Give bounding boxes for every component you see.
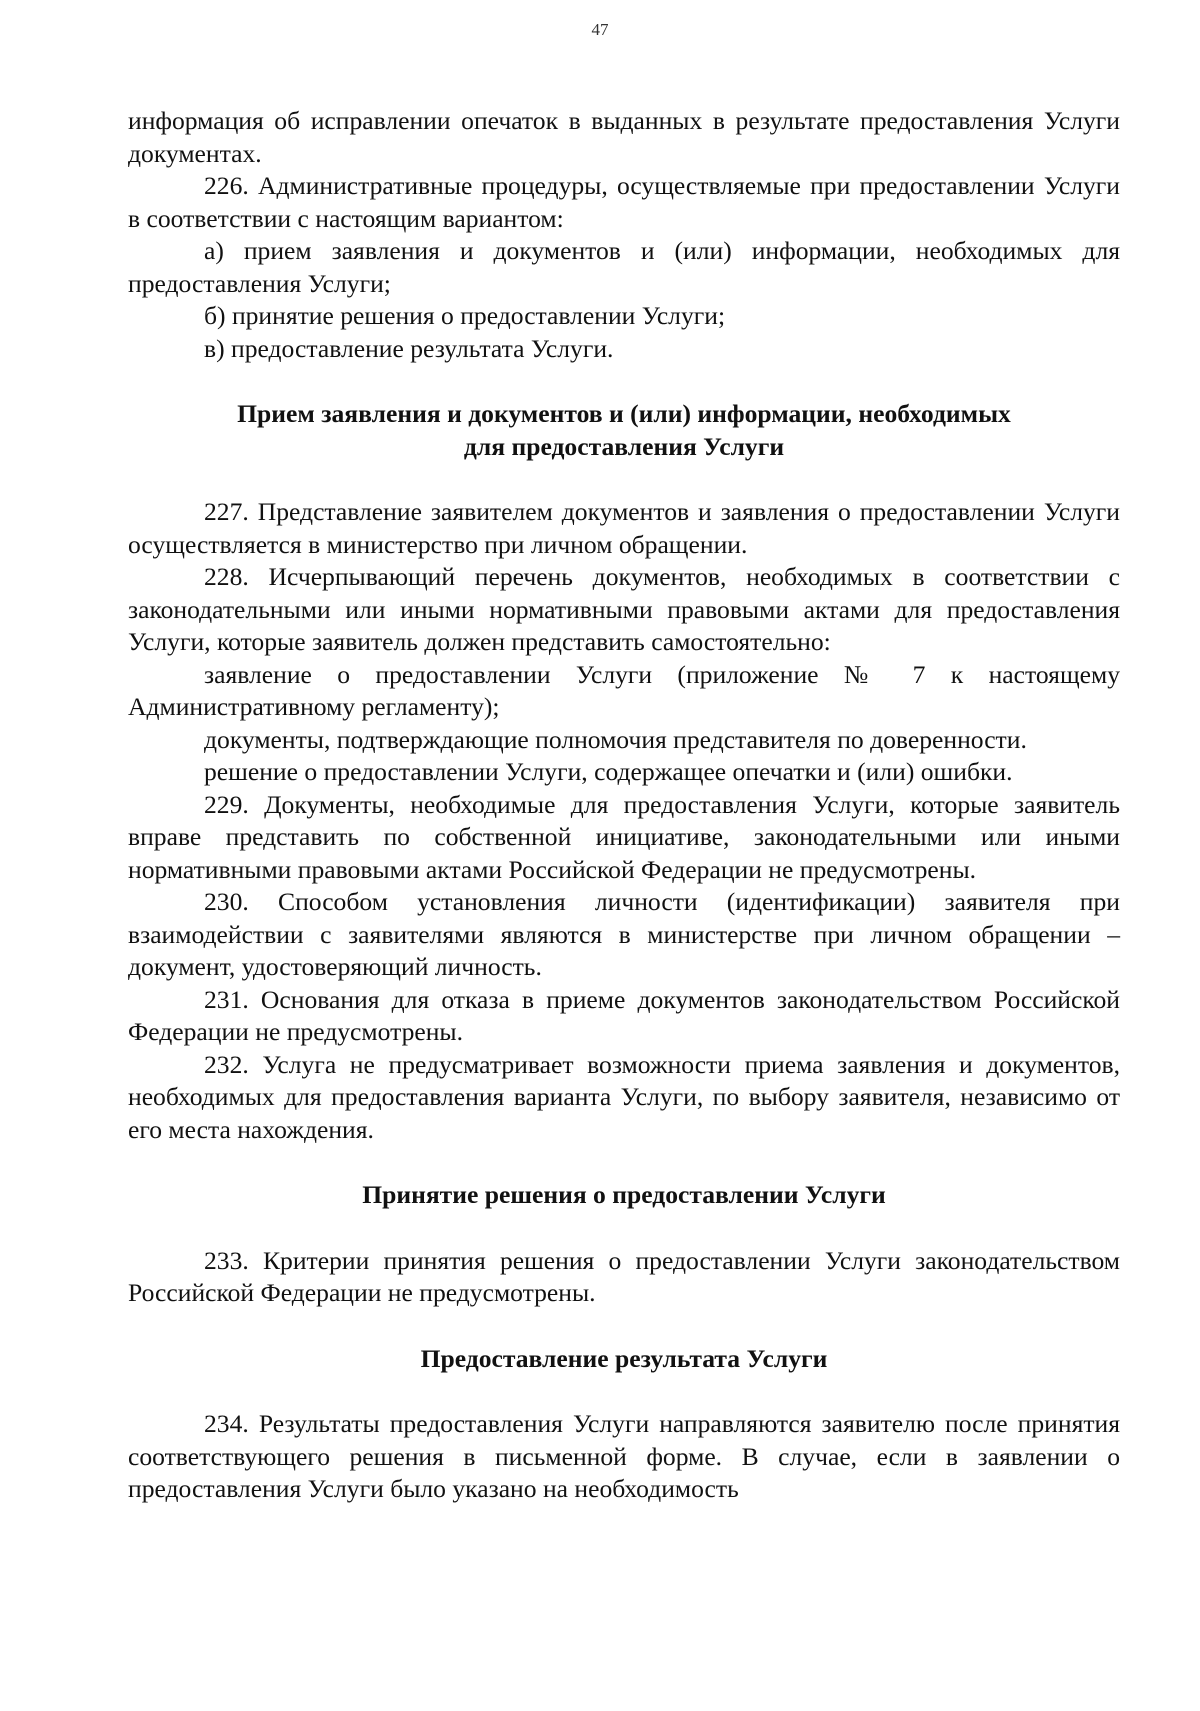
list-item-226c: в) предоставление результата Услуги. [204,333,614,363]
paragraph-226: 226. Административные процедуры, осуществляемые при предоставлении Услуги в соответствии с настоящим вариантом: [128,171,1120,233]
heading-line-2: для предоставления Услуги [463,431,785,461]
section-heading-result: Предоставление результата Услуги [420,1343,828,1373]
paragraph-231: 231. Основания для отказа в приеме документов законодательством Российской Федерации не предусмотрены. [128,984,1120,1046]
paragraph-228: 228. Исчерпывающий перечень документов, необходимых в соответствии с законодательными или иными нормативными правовыми актами для предоставления Услуги, которые заявитель должен представить самостоятельно: [128,562,1120,656]
paragraph-continuation: информация об исправлении опечаток в выданных в результате предоставления Услуги документах. [128,106,1120,168]
paragraph-229: 229. Документы, необходимые для предоставления Услуги, которые заявитель вправе представить по собственной инициативе, законодательными или иными нормативными правовыми актами Российской Федерации не предусмотрены. [128,789,1120,884]
paragraph-227: 227. Представление заявителем документов и заявления о предоставлении Услуги осуществляется в министерство при личном обращении. [128,497,1120,559]
document-body [128,105,1120,1506]
section-heading-reception [128,398,1120,463]
paragraph-234: 234. Результаты предоставления Услуги направляются заявителю после принятия соответствующего решения в письменной форме. В случае, если в заявлении о предоставления Услуги было указано на необходимость [128,1409,1120,1503]
section-heading-decision: Принятие решения о предоставлении Услуги [362,1180,886,1209]
list-item-228-application: заявление о предоставлении Услуги (приложение № 7 к настоящему Административному регламенту); [128,659,1120,721]
heading-line-1: Прием заявления и документов и (или) информации, необходимых [237,399,1011,428]
paragraph-233: 233. Критерии принятия решения о предоставлении Услуги законодательством Российской Федерации не предусмотрены. [128,1245,1120,1307]
paragraph-232: 232. Услуга не предусматривает возможности приема заявления и документов, необходимых для предоставления варианта Услуги, по выбору заявителя, независимо от его места нахождения. [128,1049,1120,1144]
list-item-228-decision: решение о предоставлении Услуги, содержащее опечатки и (или) ошибки. [204,757,1013,786]
list-item-228-documents: документы, подтверждающие полномочия представителя по доверенности. [204,724,1027,754]
paragraph-230: 230. Способом установления личности (идентификации) заявителя при взаимодействии с заявителями являются в министерстве при личном обращении – документ, удостоверяющий личность. [128,887,1120,981]
list-item-226b: б) принятие решения о предоставлении Услуги; [204,301,726,330]
list-item-226a: а) прием заявления и документов и (или) информации, необходимых для предоставления Услуги; [128,236,1120,298]
page-number: 47 [591,20,609,39]
